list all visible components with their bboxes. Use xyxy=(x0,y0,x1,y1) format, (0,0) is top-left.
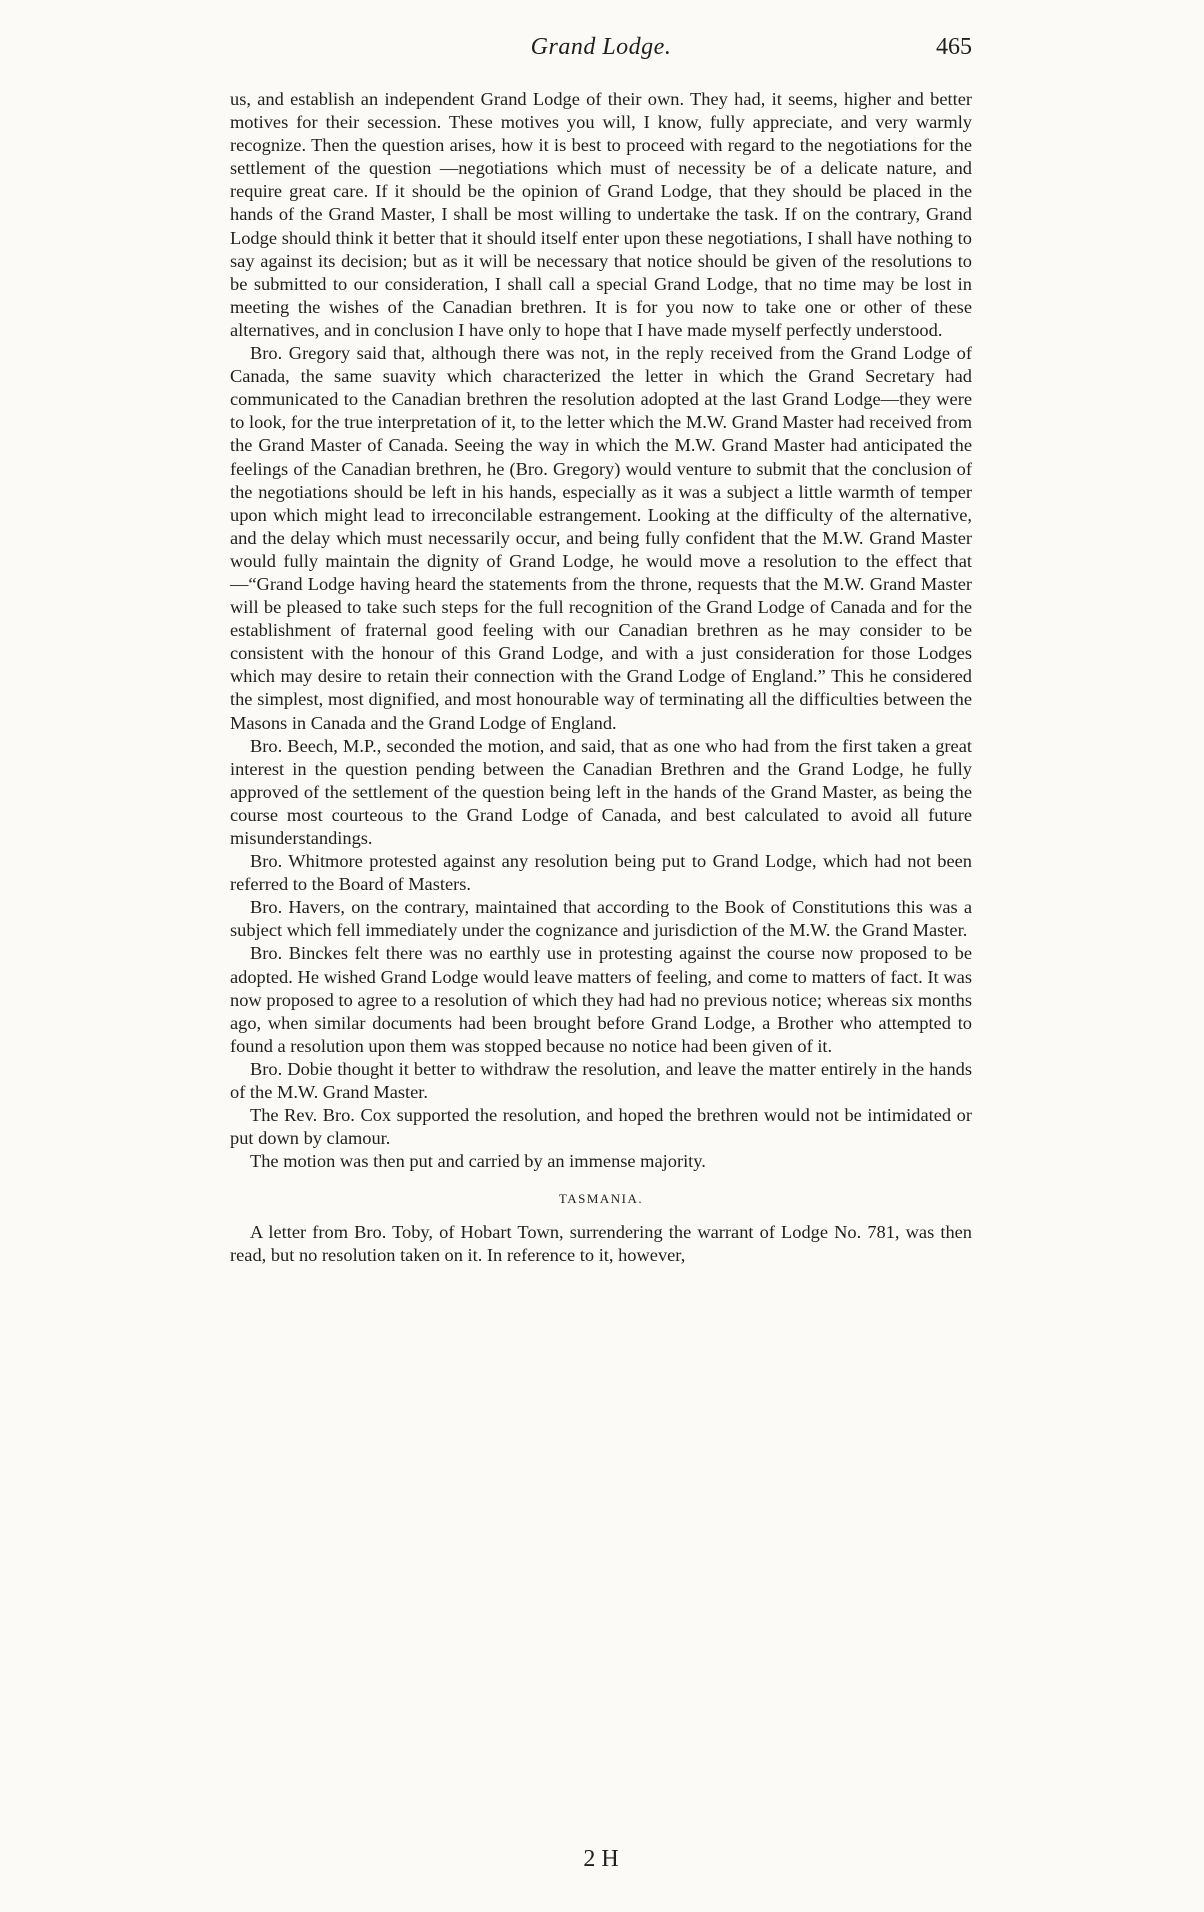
paragraph-cox: The Rev. Bro. Cox supported the resolution, and hoped the brethren would not be intimidated or put down by clamour. xyxy=(230,1105,972,1149)
paragraph-havers: Bro. Havers, on the contrary, maintained that according to the Book of Constitutions this was a subject which fell immediately under the cognizance and jurisdiction of the M.W. the Grand Master. xyxy=(230,897,972,941)
paragraph-whitmore: Bro. Whitmore protested against any resolution being put to Grand Lodge, which had not been referred to the Board of Masters. xyxy=(230,851,972,895)
page-number: 465 xyxy=(936,34,972,60)
paragraph-beech: Bro. Beech, M.P., seconded the motion, and said, that as one who had from the first taken a great interest in the question pending between the Canadian Brethren and the Grand Lodge, he fully approved of the settlement of the question being left in the hands of the Grand Master, as being the course most courteous to the Grand Lodge of Canada, and best calculated to avoid all future misunderstandings. xyxy=(230,735,972,848)
signature-mark: 2 H xyxy=(583,1846,619,1872)
paragraph-dobie: Bro. Dobie thought it better to withdraw the resolution, and leave the matter entirely in the hands of the M.W. Grand Master. xyxy=(230,1058,972,1103)
page-header xyxy=(230,34,972,68)
paragraph-continuation: us, and establish an independent Grand Lodge of their own. They had, it seems, higher and better motives for their secession. These motives you will, I know, fully appreciate, and very warmly recognize. Then the question arises, how it is best to proceed with regard to the negotiations for the settlement of the question —negotiations which must of necessity be of a delicate nature, and require great care. If it should be the opinion of Grand Lodge, that they should be placed in the hands of the Grand Master, I shall be most willing to undertake the task. If on the contrary, Grand Lodge should think it better that it should itself enter upon these negotiations, I shall have nothing to say against its decision; but as it will be necessary that notice should be given of the resolutions to be submitted to our consideration, I shall call a special Grand Lodge, that no time may be lost in meeting the wishes of the Canadian brethren. It is for you now to take one or other of these alternatives, and in conclusion I have only to hope that I have made myself perfectly understood. xyxy=(230,89,972,340)
running-title: Grand Lodge. xyxy=(530,34,672,60)
paragraph-gregory: Bro. Gregory said that, although there was not, in the reply received from the Grand Lodge of Canada, the same suavity which characterized the letter in which the Grand Secretary had communicated to the Canadian brethren the resolution adopted at the last Grand Lodge—they were to look, for the true interpretation of it, to the letter which the M.W. Grand Master had received from the Grand Master of Canada. Seeing the way in which the M.W. Grand Master had anticipated the feelings of the Canadian brethren, he (Bro. Gregory) would venture to submit that the conclusion of the negotiations should be left in his hands, especially as it was a subject a little warmth of temper upon which might lead to irreconcilable estrangement. Looking at the difficulty of the alternative, and the delay which must necessarily occur, and being fully confident that the M.W. Grand Master would fully maintain the dignity of Grand Lodge, he would move a resolution to the effect that—“Grand Lodge having heard the statements from the throne, requests that the M.W. Grand Master will be pleased to take such steps for the full recognition of the Grand Lodge of Canada and for the establishment of fraternal good feeling with our Canadian brethren as he may consider to be consistent with the honour of this Grand Lodge, and with a just consideration for those Lodges which may desire to retain their connection with the Grand Lodge of England.” This he considered the simplest, most dignified, and most honourable way of terminating all the difficulties between the Masons in Canada and the Grand Lodge of England. xyxy=(230,343,972,733)
paragraph-binckes: Bro. Binckes felt there was no earthly use in protesting against the course now proposed to be adopted. He wished Grand Lodge would leave matters of feeling, and come to matters of fact. It was now proposed to agree to a resolution of which they had had no previous notice; whereas six months ago, when similar documents had been brought before Grand Lodge, a Brother who attempted to found a resolution upon them was stopped because no notice had been given of it. xyxy=(230,943,972,1056)
paragraph-tasmania: A letter from Bro. Toby, of Hobart Town, surrendering the warrant of Lodge No. 781, was then read, but no resolution taken on it. In reference to it, however, xyxy=(230,1221,972,1265)
section-heading-tasmania: TASMANIA. xyxy=(558,1191,644,1207)
paragraph-motion-carried: The motion was then put and carried by an immense majority. xyxy=(250,1151,706,1172)
body-text xyxy=(230,88,972,1267)
